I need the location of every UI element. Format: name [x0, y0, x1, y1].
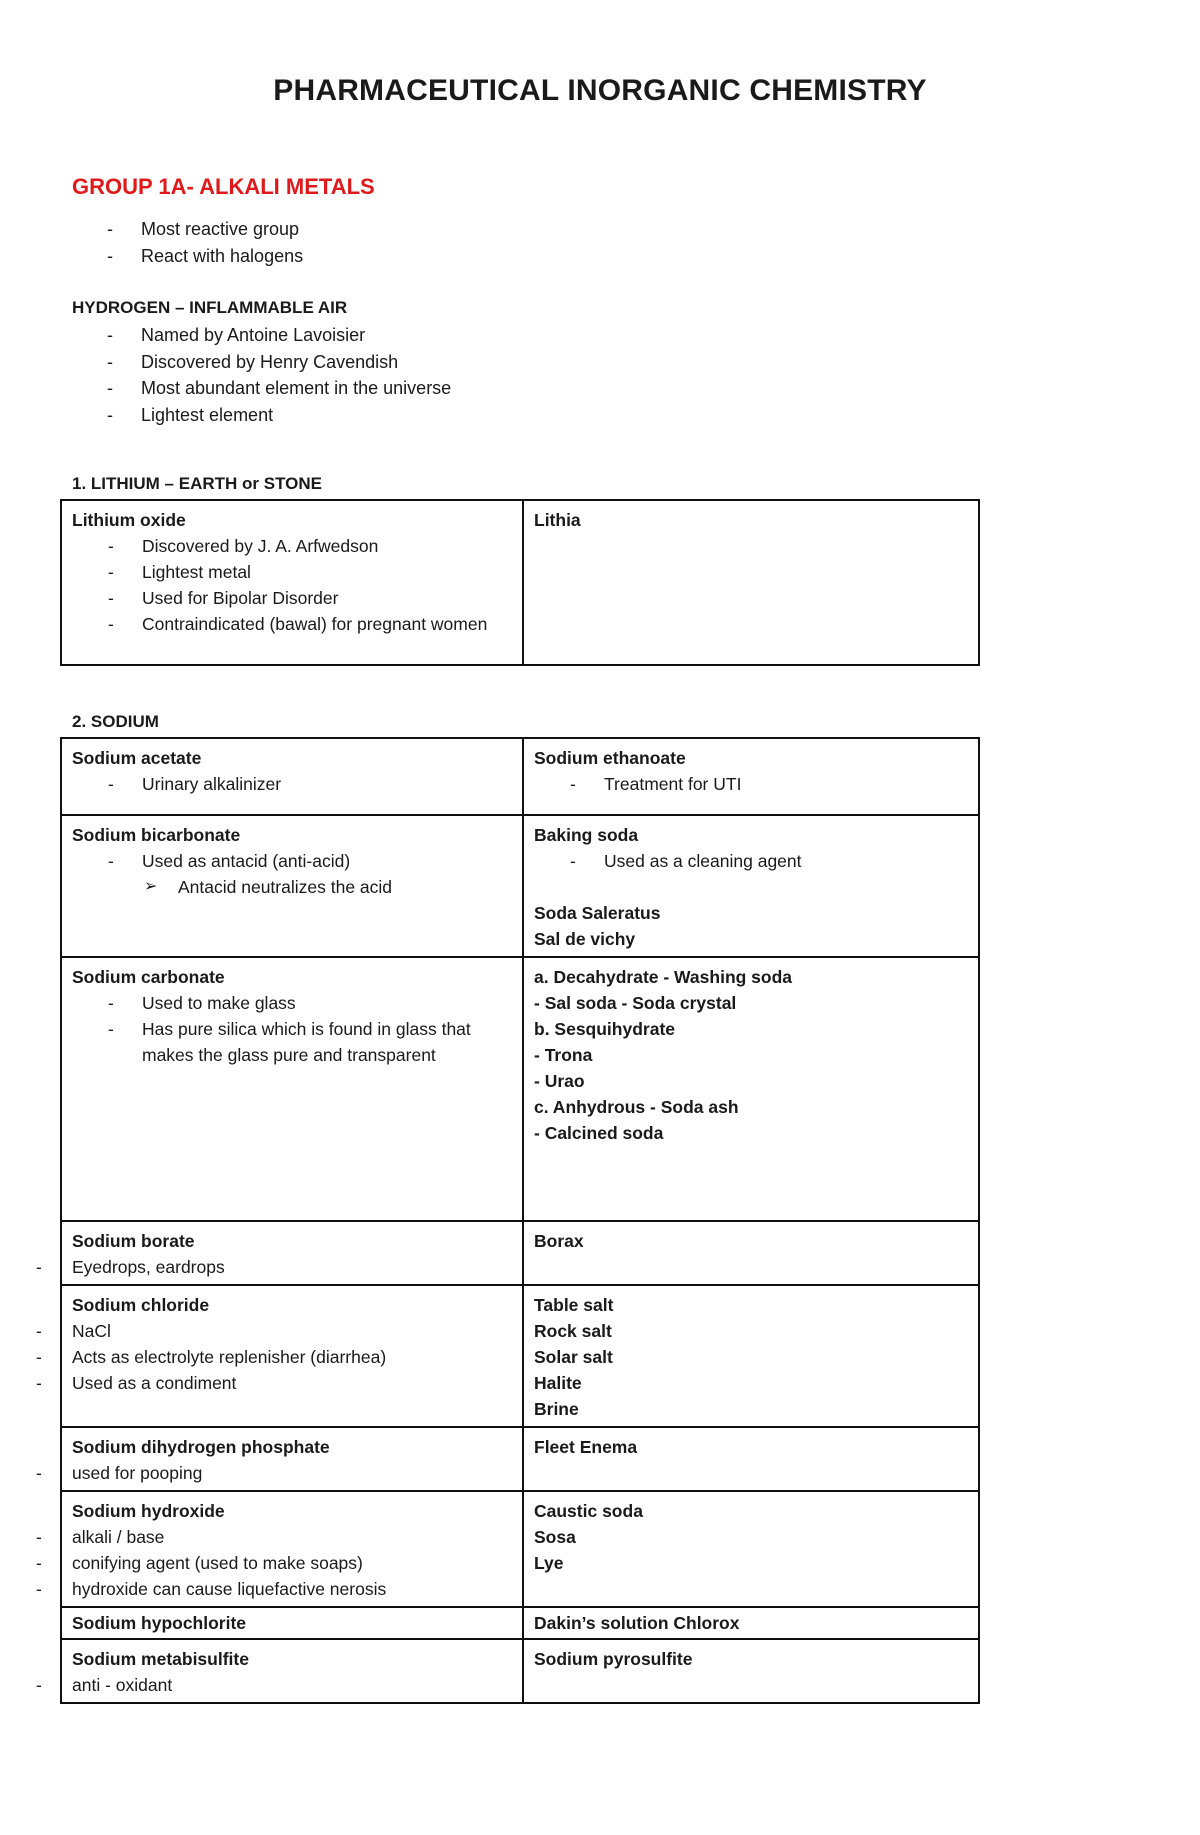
table-row [61, 815, 979, 957]
list-item: - alkali / base [36, 1527, 165, 1547]
hydrate-synonym: - Calcined soda [534, 1123, 664, 1143]
synonym: Lye [534, 1553, 564, 1573]
list-item: - Has pure silica which is found in glass that makes the glass pure and transparent [72, 1016, 512, 1068]
table-cell [61, 500, 523, 665]
compound-name: Lithium oxide [72, 510, 186, 530]
list-item: - Used for Bipolar Disorder [72, 585, 512, 611]
synonym: Halite [534, 1373, 582, 1393]
bullet-list [36, 1318, 512, 1396]
arrow-list-item: ➢ Antacid neutralizes the acid [72, 874, 512, 900]
table-row [61, 1607, 979, 1639]
synonym: Fleet Enema [534, 1437, 638, 1457]
list-item: - Eyedrops, eardrops [36, 1257, 225, 1277]
sodium-heading: 2. SODIUM [72, 712, 159, 731]
hydrogen-bullet-list [72, 322, 451, 428]
list-item: - conifying agent (used to make soaps) [36, 1553, 363, 1573]
document-title: PHARMACEUTICAL INORGANIC CHEMISTRY [273, 74, 927, 107]
table-cell [523, 1285, 979, 1427]
synonym: Sodium ethanoate [534, 748, 686, 768]
table-cell [36, 1491, 523, 1607]
table-cell [523, 1427, 979, 1491]
table-cell [36, 1221, 523, 1285]
synonym: Solar salt [534, 1347, 613, 1367]
list-item: - Discovered by J. A. Arfwedson [72, 533, 512, 559]
lithium-heading: 1. LITHIUM – EARTH or STONE [72, 474, 322, 493]
table-cell [523, 1607, 979, 1639]
list-item: - used for pooping [36, 1463, 203, 1483]
table-row [61, 1285, 979, 1427]
table-cell [523, 815, 979, 957]
compound-name: Sodium carbonate [72, 967, 225, 987]
synonym: Brine [534, 1399, 579, 1419]
compound-name: Sodium acetate [72, 748, 202, 768]
group-bullet-list [72, 216, 303, 269]
group-bullet: - Most reactive group [72, 216, 303, 243]
list-item: - Acts as electrolyte replenisher (diarrhea) [36, 1347, 387, 1367]
table-cell [523, 738, 979, 815]
table-cell [61, 738, 523, 815]
table-cell [523, 957, 979, 1221]
table-cell [61, 957, 523, 1221]
table-cell [36, 1285, 523, 1427]
sodium-table [36, 737, 980, 1704]
hydrogen-heading: HYDROGEN – INFLAMMABLE AIR [72, 298, 348, 317]
table-row [61, 1427, 979, 1491]
hydrogen-bullet: - Most abundant element in the universe [72, 375, 451, 402]
synonym: Rock salt [534, 1321, 612, 1341]
table-cell [523, 1221, 979, 1285]
synonym: Table salt [534, 1295, 614, 1315]
table-cell [523, 500, 979, 665]
bullet-list [534, 771, 968, 797]
table-cell [36, 1427, 523, 1491]
list-item: - Used as antacid (anti-acid) [72, 848, 512, 874]
list-item: - Treatment for UTI [534, 771, 968, 797]
compound-name: Sodium bicarbonate [72, 825, 241, 845]
table-cell [523, 1491, 979, 1607]
compound-name: Sodium dihydrogen phosphate [72, 1437, 330, 1457]
bullet-list [534, 848, 968, 874]
bullet-list [72, 771, 512, 797]
bullet-list [36, 1524, 512, 1602]
bullet-list [36, 1460, 512, 1486]
hydrogen-bullet: - Lightest element [72, 402, 451, 429]
bullet-list [72, 533, 512, 637]
synonym: Sodium pyrosulfite [534, 1649, 693, 1669]
hydrate-synonym: - Urao [534, 1071, 585, 1091]
compound-name: Sodium chloride [72, 1295, 210, 1315]
table-cell [61, 815, 523, 957]
compound-name: Sodium hypochlorite [72, 1613, 247, 1633]
group-bullet: - React with halogens [72, 243, 303, 270]
table-row [61, 738, 979, 815]
synonym: Borax [534, 1231, 584, 1251]
list-item: - Used as a cleaning agent [534, 848, 968, 874]
hydrate-synonym: - Trona [534, 1045, 593, 1065]
table-row [61, 957, 979, 1221]
synonym: Baking soda [534, 825, 639, 845]
list-item: - Lightest metal [72, 559, 512, 585]
list-item: - NaCl [36, 1321, 111, 1341]
table-row [61, 1491, 979, 1607]
list-item: - hydroxide can cause liquefactive nerosis [36, 1579, 387, 1599]
table-cell [61, 1607, 523, 1639]
synonym: Lithia [534, 510, 581, 530]
hydrate-form: b. Sesquihydrate [534, 1019, 676, 1039]
list-item: - Urinary alkalinizer [72, 771, 512, 797]
table-row [61, 500, 979, 665]
hydrogen-bullet: - Named by Antoine Lavoisier [72, 322, 451, 349]
bullet-list [72, 848, 512, 900]
list-item: - Used as a condiment [36, 1373, 237, 1393]
compound-name: Sodium hydroxide [72, 1501, 225, 1521]
table-row [61, 1221, 979, 1285]
hydrate-form: c. Anhydrous - Soda ash [534, 1097, 739, 1117]
group-heading: GROUP 1A- ALKALI METALS [72, 174, 375, 199]
synonym: Dakin’s solution Chlorox [534, 1613, 740, 1633]
list-item: - Contraindicated (bawal) for pregnant women [72, 611, 512, 637]
hydrate-form: a. Decahydrate - Washing soda [534, 967, 793, 987]
table-row [61, 1639, 979, 1703]
synonym: Soda Saleratus [534, 903, 661, 923]
compound-name: Sodium borate [72, 1231, 195, 1251]
lithium-table [60, 499, 980, 666]
synonym: Sal de vichy [534, 929, 636, 949]
hydrate-synonym: - Sal soda - Soda crystal [534, 993, 737, 1013]
bullet-list [72, 990, 512, 1068]
synonym: Caustic soda [534, 1501, 643, 1521]
hydrogen-bullet: - Discovered by Henry Cavendish [72, 349, 451, 376]
table-cell [523, 1639, 979, 1703]
compound-name: Sodium metabisulfite [72, 1649, 249, 1669]
bullet-list [36, 1254, 512, 1280]
list-item: - anti - oxidant [36, 1675, 173, 1695]
bullet-list [36, 1672, 512, 1698]
table-cell [36, 1639, 523, 1703]
synonym: Sosa [534, 1527, 576, 1547]
list-item: - Used to make glass [72, 990, 512, 1016]
